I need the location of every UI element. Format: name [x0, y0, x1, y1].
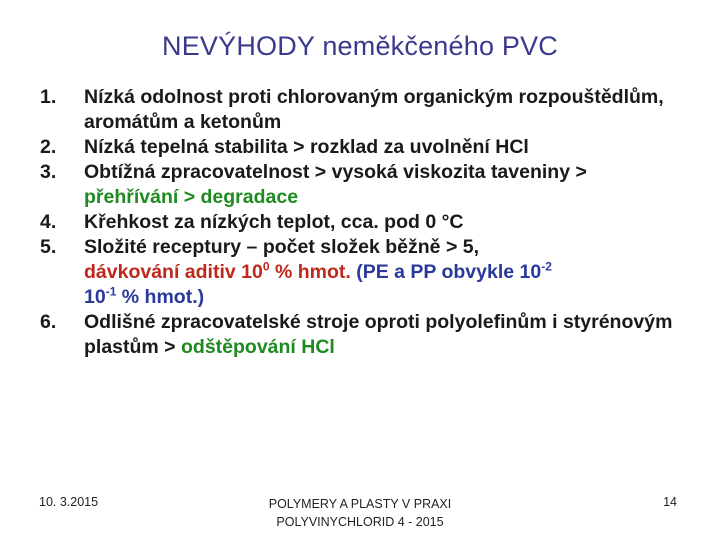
- footer-line-2: POLYVINYCHLORID 4 - 2015: [276, 515, 444, 529]
- item-number: 6.: [40, 311, 57, 333]
- comparison-mid: 10: [84, 286, 106, 308]
- list-item: [40, 135, 680, 160]
- item-text: Složité receptury – počet složek běžně > 5,: [84, 236, 480, 258]
- list-item: [40, 160, 680, 210]
- comparison-exponent-1: -2: [541, 259, 552, 274]
- footer-line-1: POLYMERY A PLASTY V PRAXI: [268, 497, 452, 511]
- list-item: [40, 85, 680, 135]
- item-number: 2.: [40, 136, 57, 158]
- comparison-end: % hmot.): [116, 286, 205, 308]
- item-text: Odlišné zpracovatelské stroje oproti polyolefinům i styrénovým plastům >: [84, 311, 673, 358]
- item-text: Obtížná zpracovatelnost > vysoká viskozita taveniny >: [84, 161, 587, 183]
- dosage-exponent: 0: [262, 259, 270, 274]
- list-item: [40, 235, 680, 310]
- item-number: 1.: [40, 86, 57, 108]
- footer-date: 10. 3.2015: [39, 495, 99, 509]
- comparison-exponent-2: -1: [105, 284, 117, 299]
- item-text: Nízká odolnost proti chlorovaným organickým rozpouštědlům, aromátům a ketonům: [84, 86, 664, 133]
- disadvantages-list: [40, 85, 680, 360]
- page-number: 14: [663, 495, 677, 509]
- item-number: 3.: [40, 161, 57, 183]
- item-number: 5.: [40, 236, 57, 258]
- dosage-text: [84, 261, 351, 283]
- item-number: 4.: [40, 211, 57, 233]
- dosage-unit: % hmot.: [269, 261, 351, 283]
- comparison-base: (PE a PP obvykle 10: [350, 261, 542, 283]
- list-item: [40, 310, 680, 360]
- item-highlight: přehřívání > degradace: [84, 186, 299, 208]
- slide-title: NEVÝHODY neměkčeného PVC: [162, 31, 558, 61]
- footer-title: [210, 495, 510, 531]
- list-item: [40, 210, 680, 235]
- dosage-base: dávkování aditiv 10: [84, 261, 263, 283]
- item-text: Nízká tepelná stabilita > rozklad za uvolnění HCl: [84, 136, 529, 158]
- item-text: Křehkost za nízkých teplot, cca. pod 0 °C: [84, 211, 464, 233]
- item-highlight: odštěpování HCl: [181, 336, 335, 358]
